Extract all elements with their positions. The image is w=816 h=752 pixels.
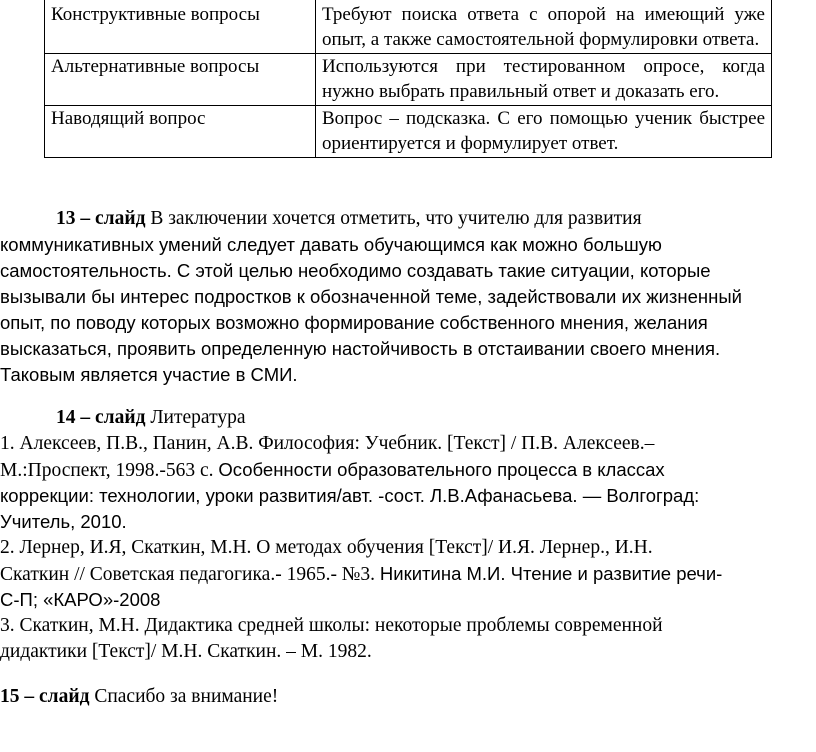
literature-item-3-cont: дидактики [Текст]/ М.Н. Скаткин. – М. 1982. [0,641,372,662]
table-cell-term: Конструктивные вопросы [45,0,316,54]
table-cell-term: Альтернативные вопросы [45,54,316,106]
table-row [45,106,772,158]
literature-item-1-cont: коррекции: технологии, уроки развития/авт. -сост. Л.В.Афанасьева. — Волгоград: [0,485,700,506]
paragraph-line: Таковым является участие в СМИ. [0,364,298,385]
literature-item-1: 1. Алексеев, П.В., Панин, А.В. Философия: Учебник. [Текст] / П.В. Алексеев.– [0,433,655,454]
slide15-label: 15 – слайд [0,686,90,707]
table-cell-description: Требуют поиска ответа с опорой на имеющий уже опыт, а также самостоятельной формулировки ответа. [316,0,772,54]
table-row [45,54,772,106]
paragraph-line: высказаться, проявить определенную настойчивость в отстаивании своего мнения. [0,338,721,359]
literature-item-2: 2. Лернер, И.Я, Скаткин, М.Н. О методах обучения [Текст]/ И.Я. Лернер., И.Н. [0,537,653,558]
table-cell-term: Наводящий вопрос [45,106,316,158]
literature-item-2-cont: Скаткин // Советская педагогика.- 1965.- №3. Никитина М.И. Чтение и развитие речи- [0,563,723,585]
paragraph-line: 13 – слайд В заключении хочется отметить, что учителю для развития [56,208,642,229]
paragraph-line: вызывали бы интерес подростков к обозначенной теме, задействовали их жизненный [0,286,742,307]
paragraph-line: коммуникативных умений следует давать обучающимся как можно большую [0,234,662,255]
slide14-label: 14 – слайд [56,407,146,428]
table-cell-description: Вопрос – подсказка. С его помощью ученик быстрее ориентируется и формулирует ответ. [316,106,772,158]
literature-item-1-cont: Учитель, 2010. [0,511,127,532]
literature-item-3: 3. Скаткин, М.Н. Дидактика средней школы: некоторые проблемы современной [0,615,663,636]
slide15-line: 15 – слайд Спасибо за внимание! [0,686,279,707]
slide13-label: 13 – слайд [56,208,146,229]
question-types-table [44,0,772,158]
table-row [45,0,772,54]
paragraph-line: самостоятельность. С этой целью необходимо создавать такие ситуации, которые [0,260,711,281]
table-cell-description: Используются при тестированном опросе, когда нужно выбрать правильный ответ и доказать его. [316,54,772,106]
literature-item-2-cont: С-П; «КАРО»-2008 [0,589,161,610]
literature-heading: 14 – слайд Литература [56,407,246,428]
literature-item-1-cont: М.:Проспект, 1998.-563 с. Особенности образовательного процесса в классах [0,459,665,481]
paragraph-line: опыт, по поводу которых возможно формирование собственного мнения, желания [0,312,708,333]
